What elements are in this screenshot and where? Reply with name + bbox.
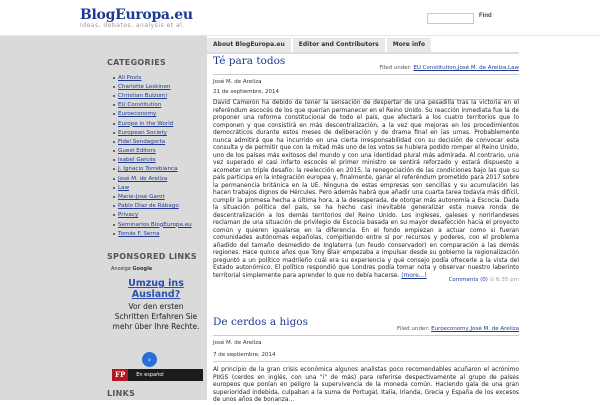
fp-logo: FP: [112, 369, 128, 381]
category-item[interactable]: [113, 91, 192, 100]
post-comments: [449, 277, 519, 283]
bullet-icon: [113, 205, 115, 207]
bullet-icon: [113, 150, 115, 152]
category-item[interactable]: [113, 192, 192, 201]
category-item[interactable]: [113, 137, 192, 146]
category-label: Law: [118, 184, 130, 191]
category-label: J. Ignacio Torreblanca: [118, 166, 178, 173]
category-item[interactable]: [113, 211, 192, 220]
category-label: José M. de Areilza: [118, 175, 168, 182]
bullet-icon: [113, 233, 115, 235]
bullet-icon: [113, 168, 115, 170]
category-label: Charlotte Leskinen: [118, 83, 171, 90]
post-date: 7 de septiembre, 2014: [213, 352, 276, 358]
bullet-icon: [113, 224, 115, 226]
post-text: David Cameron ha debido de tener la sensación de despertar de una pesadilla tras la victoria en el referéndum escocés de los que querían permanecer en el Reino Unido. Su reacción inmediata fue la de proponer una reforma constitucional de todo el país, que afectará a los cuatro territorios que lo componen y que consistirá en más descentralización, a la vez que mejoras en los procedimientos democráticos durante estos meses de deliberación y de drama final en las urnas. Probablemente nunca admitirá que ha incurrido en una cierta irresponsabilidad con su decisión de convocar esta consulta y de permitir que con la mitad más uno de los votos se hubiera podido romper el Reino Unido, uno de los países más exitosos del mundo y con una identidad plural más admirada. Al contrario, una vez superado el casi infarto escocés el primer ministro se sentirá reforzado y estará dispuesto a acometer un triple desafío: la reelección en 2015, la renegociación de las condiciones bajo las que su país participa en la integración europea y, finalmente, ganar el referéndum prometido para 2017 sobre la permanencia británica en la UE. Ninguna de estas empresas son sencillas y su acumulación las hacen trabajos dignos de Hércules. Pero además habrá que añadir una cuarta tarea todavía más difícil, cumplir la promesa hecha a última hora, a la desesperada, de otorgar más autonomía a Escocia. Dada la situación política del país, se ha hecho casi inevitable generalizar esta nueva ronda de descentralización a los demás territorios del Reino Unido. Los ingleses, galeses y norirlandeses reclaman de una situación de privilegio de Escocia basada en su mayor desafección hacia el proyecto común y quieren igualarse en la diferencia. En el fondo empiezan a actuar como si fueran comunidades autónomas españolas, compitiendo entre sí por recursos y poderes, con el problema añadido del tamaño desmedido de Inglaterra (un feudo conservador) en comparación a las demás regiones. Hace quince años que Tony Blair empezaba a impulsar desde su gobierno la regionalización preguntó a un político madrileño cuál era su experiencia y qué consejo podía ofrecerle a la vista del Estado autonómico. El político respondió que Londres podía tomar nota y observar nuestro laberinto territorial simplemente para aprender lo que no debía hacerse.: [213, 100, 519, 279]
ad-attribution: [111, 266, 201, 272]
search-input[interactable]: [427, 13, 474, 24]
post-filed-under: [379, 65, 519, 71]
post-title[interactable]: De cerdos a higos: [213, 316, 309, 328]
category-item[interactable]: [113, 156, 192, 165]
bullet-icon: [113, 132, 115, 134]
bullet-icon: [113, 77, 115, 79]
category-item[interactable]: [113, 183, 192, 192]
top-nav: [207, 38, 433, 52]
fp-banner-text: En español: [136, 372, 164, 378]
filed-label: Filed under:: [397, 326, 430, 332]
post-time: 6:35 pm: [496, 277, 519, 283]
ad-body: Vor den ersten Schritten Erfahren Sie mehr über Ihre Rechte.: [112, 302, 200, 331]
category-label: European Society: [118, 129, 167, 136]
site-title[interactable]: BlogEuropa.eu: [80, 7, 193, 23]
category-label: Fidel Sendagorta: [118, 138, 166, 145]
post-divider: [213, 335, 519, 336]
clock-icon: ⊙: [489, 277, 497, 283]
category-item[interactable]: [113, 165, 192, 174]
category-label: Isabel Garcés: [118, 157, 156, 164]
category-label: Tomás F. Serna: [118, 230, 160, 237]
category-item[interactable]: [113, 82, 192, 91]
category-item[interactable]: [113, 110, 192, 119]
fp-banner[interactable]: [112, 369, 203, 381]
category-list: [113, 73, 192, 238]
nav-about[interactable]: About BlogEuropa.eu: [207, 38, 291, 52]
category-item[interactable]: [113, 73, 192, 82]
bullet-icon: [113, 86, 115, 88]
category-item[interactable]: [113, 128, 192, 137]
bullet-icon: [113, 196, 115, 198]
ad-title[interactable]: Umzug ins Ausland?: [128, 278, 184, 300]
links-heading: LINKS: [107, 389, 136, 398]
ad-prefix: Anzeige: [111, 266, 131, 272]
bullet-icon: [113, 113, 115, 115]
filed-label: Filed under:: [379, 65, 412, 71]
bullet-icon: [113, 95, 115, 97]
nav-divider: [207, 52, 519, 54]
site-header: [0, 0, 600, 36]
category-item[interactable]: [113, 202, 192, 211]
category-label: Pablo Díaz de Rábago: [118, 203, 179, 210]
category-label: Marie-José Garot: [118, 194, 165, 201]
bullet-icon: [113, 214, 115, 216]
post-author: José M. de Areilza: [213, 340, 262, 346]
post: [213, 316, 519, 404]
site-tagline: Ideas, debates, analysis et al.: [80, 22, 185, 29]
nav-more-info[interactable]: More info: [387, 38, 431, 52]
category-label: Christian Bulzomi: [118, 92, 168, 99]
category-item[interactable]: [113, 119, 192, 128]
category-label: Guest Editors: [118, 148, 156, 155]
read-more-link[interactable]: (more...): [401, 272, 427, 279]
post-title[interactable]: Té para todos: [213, 55, 286, 67]
category-label: Euroeconomy: [118, 111, 157, 118]
bullet-icon: [113, 141, 115, 143]
category-item[interactable]: [113, 229, 192, 238]
category-label: Europe in the World: [118, 120, 174, 127]
bullet-icon: [113, 104, 115, 106]
category-label: All Posts: [118, 74, 142, 81]
bullet-icon: [113, 187, 115, 189]
post-filed-under: [397, 326, 519, 332]
post-divider: [213, 74, 519, 75]
category-item[interactable]: [113, 147, 192, 156]
categories-heading: CATEGORIES: [107, 58, 167, 67]
category-item[interactable]: [113, 101, 192, 110]
bullet-icon: [113, 178, 115, 180]
bullet-icon: [113, 159, 115, 161]
comments-link[interactable]: Comments (0): [448, 277, 488, 283]
category-label: EU Constitution: [118, 102, 162, 109]
post-text: Al principio de la gran crisis económica algunos analistas poco recomendables acuñaron el acrónimo PIIGS (cerdos en inglés, con una "i" de más) para referirse despectivamente al grupo de países europeos que ponían en peligro la supervivencia de la moneda común. Haciendo gala de una gran superioridad indebida, culpaban a la suma de Portugal, Italia, Irlanda, Grecia y España de los excesos de unos años de bonanza...: [213, 367, 519, 404]
google-logo: Google: [132, 266, 153, 272]
category-label: Seminarios BlogEuropa.eu: [118, 221, 192, 228]
post: [213, 55, 519, 305]
category-item[interactable]: [113, 174, 192, 183]
post-author: José M. de Areilza: [213, 79, 262, 85]
post-body: [213, 100, 519, 280]
sponsored-heading: SPONSORED LINKS: [107, 252, 197, 261]
post-category-links[interactable]: EU Constitution,José M. de Areilza,Law: [413, 65, 519, 71]
post-body: [213, 367, 519, 405]
category-label: Privacy: [118, 212, 139, 219]
category-item[interactable]: [113, 220, 192, 229]
post-date: 21 de septiembre, 2014: [213, 89, 280, 95]
post-category-links[interactable]: Euroeconomy,José M. de Areilza: [431, 326, 519, 332]
sponsored-ad[interactable]: [111, 266, 201, 332]
nav-editor-contributors[interactable]: Editor and Contributors: [293, 38, 385, 52]
find-button[interactable]: Find: [479, 13, 492, 19]
ad-arrow-icon[interactable]: ›: [142, 352, 157, 367]
post-divider: [213, 361, 519, 362]
bullet-icon: [113, 123, 115, 125]
